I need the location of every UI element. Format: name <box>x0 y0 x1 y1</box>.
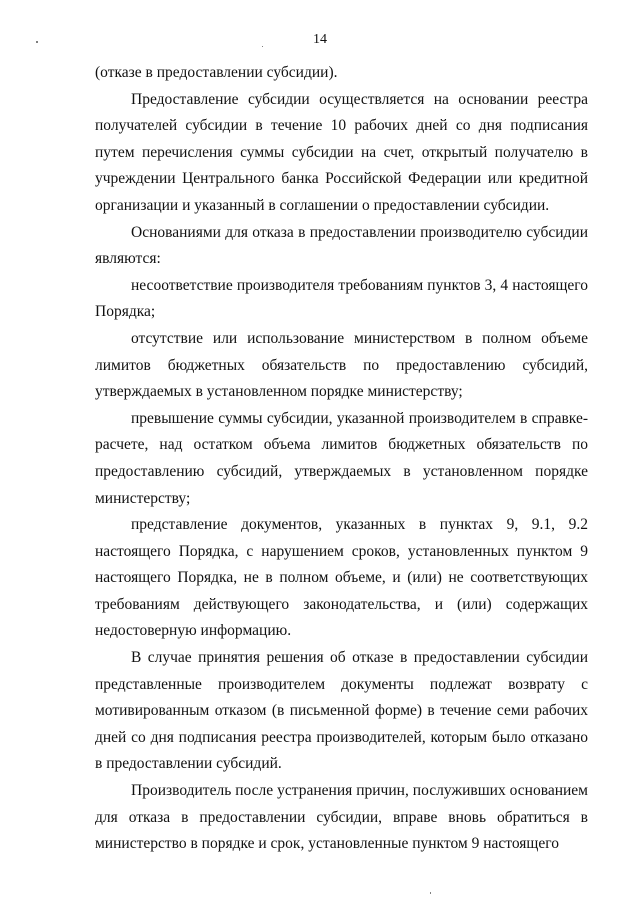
paragraph: Предоставление субсидии осуществляется на основании реестра получателей субсидии в течение 10 рабочих дней со дня подписания путем перечисления суммы субсидии на счет, открытый получателю в учреждении Центрального банка Российской Федерации или кредитной организации и указанный в соглашении о предоставлении субсидии. <box>95 90 588 214</box>
paragraph: несоответствие производителя требованиям пунктов 3, 4 настоящего Порядка; <box>95 276 588 321</box>
paragraph: Производитель после устранения причин, послуживших основанием для отказа в предоставлении субсидии, вправе вновь обратиться в министерство в порядке и срок, установленные пунктом 9 настоящего <box>95 782 588 853</box>
paragraph: (отказе в предоставлении субсидии). <box>95 64 338 81</box>
paragraph: В случае принятия решения об отказе в предоставлении субсидии представленные производителем документы подлежат возврату с мотивированным отказом (в письменной форме) в течение семи рабочих дней со дня подписания реестра производителей, которым было отказано в предоставлении субсидий. <box>95 649 588 773</box>
document-body <box>95 60 588 858</box>
page-number: 14 <box>313 32 327 47</box>
paragraph: превышение суммы субсидии, указанной производителем в справке-расчете, над остатком объема лимитов бюджетных обязательств по предоставлению субсидий, утверждаемых в установленном порядке министерству; <box>95 409 588 507</box>
paragraph: отсутствие или использование министерством в полном объеме лимитов бюджетных обязательств по предоставлению субсидий, утверждаемых в установленном порядке министерству; <box>95 329 588 401</box>
paragraph: представление документов, указанных в пунктах 9, 9.1, 9.2 настоящего Порядка, с нарушением сроков, установленных пунктом 9 настоящего Порядка, не в полном объеме, и (или) не соответствующих требованиям действующего законодательства, и (или) содержащих недостоверную информацию. <box>95 516 588 640</box>
scan-speck <box>430 892 431 894</box>
paragraph: Основаниями для отказа в предоставлении производителю субсидии являются: <box>95 223 588 268</box>
